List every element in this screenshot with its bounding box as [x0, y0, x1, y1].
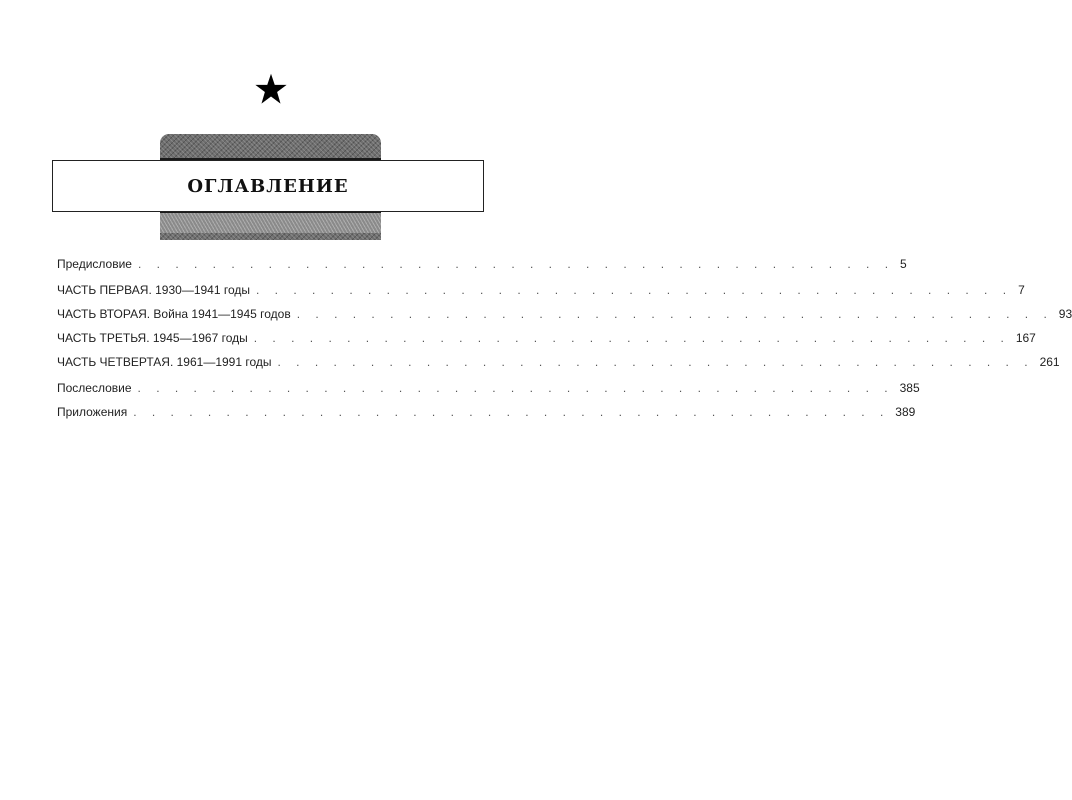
toc-entry-page: 167	[1015, 331, 1036, 345]
toc-entry-label: Приложения	[57, 405, 128, 419]
toc-entry-page: 93	[1058, 307, 1072, 321]
toc-entry[interactable]	[57, 400, 916, 424]
toc-entry-label: Предисловие	[57, 257, 132, 271]
toc-entry[interactable]	[57, 278, 1025, 302]
page-title: ОГЛАВЛЕНИЕ	[187, 175, 349, 197]
toc-entry-page: 389	[895, 405, 916, 419]
toc-entry-label: Послесловие	[57, 381, 132, 395]
toc-entry[interactable]	[57, 302, 1072, 326]
toc-entry-page: 385	[899, 381, 920, 395]
toc-leader: . . . . . . . . . . . . . . . . . . . . . . . . . . . . . . . . . . . . . . . . .	[277, 355, 1034, 369]
banner-texture-bottom	[160, 213, 381, 233]
toc-entry-page: 7	[1018, 283, 1025, 297]
toc-leader: . . . . . . . . . . . . . . . . . . . . . . . . . . . . . . . . . . . . . . . . .	[256, 283, 1013, 297]
toc-entry-label: ЧАСТЬ ЧЕТВЕРТАЯ. 1961—1991 годы	[57, 355, 272, 369]
toc-entry[interactable]	[57, 376, 920, 400]
toc-leader: . . . . . . . . . . . . . . . . . . . . . . . . . . . . . . . . . . . . . . . . .	[133, 405, 890, 419]
toc-entry-label: ЧАСТЬ ВТОРАЯ. Война 1941—1945 годов	[57, 307, 291, 321]
toc-leader: . . . . . . . . . . . . . . . . . . . . . . . . . . . . . . . . . . . . . . . . .	[253, 331, 1010, 345]
toc-leader: . . . . . . . . . . . . . . . . . . . . . . . . . . . . . . . . . . . . . . . . .	[137, 257, 895, 271]
toc-entry-label: ЧАСТЬ ПЕРВАЯ. 1930—1941 годы	[57, 283, 250, 297]
toc-entry-page: 261	[1039, 355, 1060, 369]
toc-entry-label: ЧАСТЬ ТРЕТЬЯ. 1945—1967 годы	[57, 331, 248, 345]
toc-entry[interactable]	[57, 252, 907, 276]
title-box	[52, 160, 484, 212]
star-icon	[254, 72, 288, 106]
toc-entry-page: 5	[900, 257, 907, 271]
toc-entry[interactable]	[57, 326, 1036, 350]
toc-entry[interactable]	[57, 350, 1060, 374]
toc-leader: . . . . . . . . . . . . . . . . . . . . . . . . . . . . . . . . . . . . . . . . .	[137, 381, 894, 395]
toc-leader: . . . . . . . . . . . . . . . . . . . . . . . . . . . . . . . . . . . . . . . . .	[296, 307, 1053, 321]
table-of-contents	[57, 252, 1072, 424]
